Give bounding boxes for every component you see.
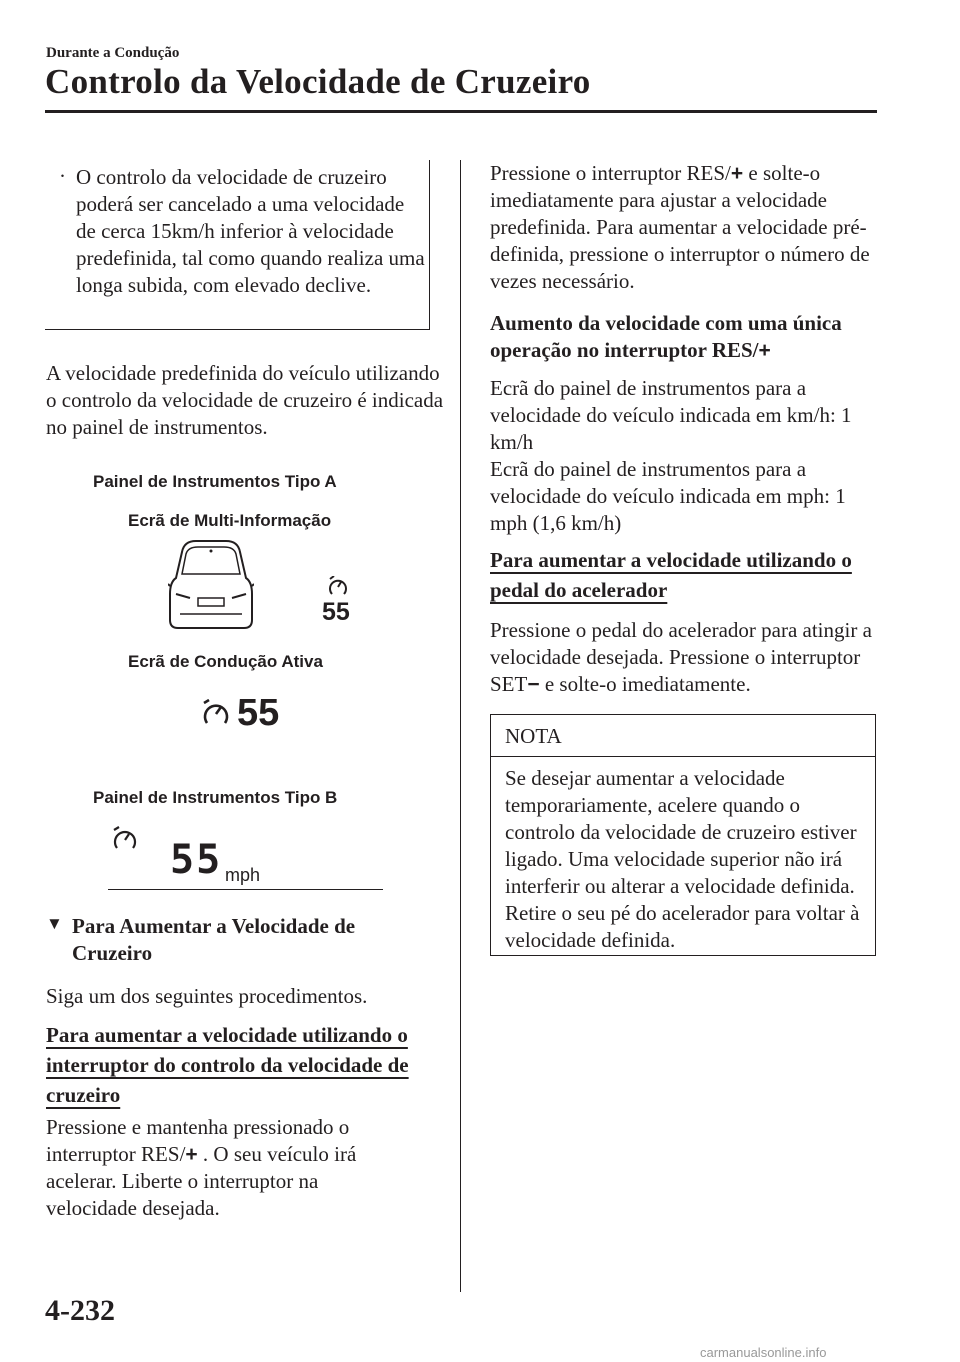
res-paragraph (490, 160, 870, 295)
speed-segment-display: 55 (170, 837, 223, 883)
watermark: carmanualsonline.info (700, 1345, 827, 1360)
caution-box (45, 160, 430, 330)
res-paragraph-text-b: e solte-o imediatamente para ajustar a velocidade predefinida. Para aumentar a velocidade pré-definida, pressione o interruptor o número de vezes necessário. (490, 161, 870, 293)
plus-icon: + (758, 339, 771, 362)
page-number: 4-232 (45, 1294, 115, 1327)
plus-icon: + (730, 162, 744, 185)
title-rule (45, 110, 877, 113)
speed-unit-label: mph (225, 865, 261, 885)
kmh-paragraph: Ecrã do painel de instrumentos para a velocidade do veículo indicada em km/h: 1 km/h (490, 376, 852, 454)
subheading-accelerator-text: Para aumentar a velocidade utilizando o pedal do acelerador (490, 548, 852, 602)
figure-rule (108, 889, 383, 890)
column-divider (460, 160, 461, 1292)
car-icon (168, 538, 254, 630)
figure-label-multi-info: Ecrã de Multi-Informação (128, 511, 332, 530)
subheading-single-operation-text: Aumento da velocidade com uma única operação no interruptor RES/ (490, 311, 842, 362)
subheading-accelerator (490, 545, 870, 605)
minus-icon: − (527, 673, 540, 696)
speed-multi-info: 55 (322, 598, 350, 626)
figure-label-type-b: Painel de Instrumentos Tipo B (93, 788, 338, 807)
note-text: Se desejar aumentar a velocidade temporariamente, acelere quando o controlo da velocidade de cruzeiro estiver ligado. Uma velocidade superior não irá interferir ou alterar a velocidade definida. Retire o seu pé do acelerador para voltar à velocidade definida. (505, 766, 860, 952)
cruise-icon-multi (328, 576, 348, 598)
switch-paragraph (46, 1114, 376, 1222)
subheading-switch (46, 1020, 426, 1110)
res-paragraph-text-a: Pressione o interruptor RES/ (490, 161, 731, 185)
subheading-single-operation (490, 310, 875, 364)
subheading-switch-text: Para aumentar a velocidade utilizando o interruptor do controlo da velocidade de cruzeiro (46, 1023, 409, 1107)
figure-label-active-driving: Ecrã de Condução Ativa (128, 652, 323, 671)
section-label: Durante a Condução (46, 45, 180, 61)
accelerator-paragraph (490, 617, 875, 698)
page-title: Controlo da Velocidade de Cruzeiro (45, 62, 591, 101)
speed-active-display: 55 (237, 692, 280, 734)
accelerator-paragraph-text-b: e solte-o imediatamente. (539, 672, 751, 696)
caution-text: O controlo da velocidade de cruzeiro poderá ser cancelado a uma velocidade de cerca 15km/h inferior à velocidade predefinida, tal como quando realiza uma longa subida, com elevado declive. (76, 165, 425, 297)
plus-icon: + (185, 1143, 198, 1166)
intro-paragraph: A velocidade predefinida do veículo utilizando o controlo da velocidade de cruzeiro é indicada no painel de instrumentos. (46, 361, 444, 439)
switch-paragraph-text-b: . O seu veículo irá acelerar. Liberte o interruptor na velocidade desejada. (46, 1142, 357, 1220)
section-heading: Para Aumentar a Velocidade de Cruzeiro (72, 914, 356, 965)
cruise-icon-active (202, 699, 230, 727)
note-box (490, 714, 876, 956)
follow-text: Siga um dos seguintes procedimentos. (46, 984, 368, 1008)
heading-marker: ▼ (46, 914, 63, 933)
figure-label-type-a: Painel de Instrumentos Tipo A (93, 472, 337, 491)
note-title: NOTA (491, 715, 875, 757)
switch-paragraph-text-a: Pressione e mantenha pressionado o interruptor RES/ (46, 1115, 350, 1166)
cruise-icon-type-b (112, 826, 138, 852)
accelerator-paragraph-text-a: Pressione o pedal do acelerador para atingir a velocidade desejada. Pressione o interruptor SET (490, 618, 872, 696)
caution-bullet: · (59, 164, 66, 188)
mph-paragraph: Ecrã do painel de instrumentos para a velocidade do veículo indicada em mph: 1 mph (1,6 km/h) (490, 457, 846, 535)
